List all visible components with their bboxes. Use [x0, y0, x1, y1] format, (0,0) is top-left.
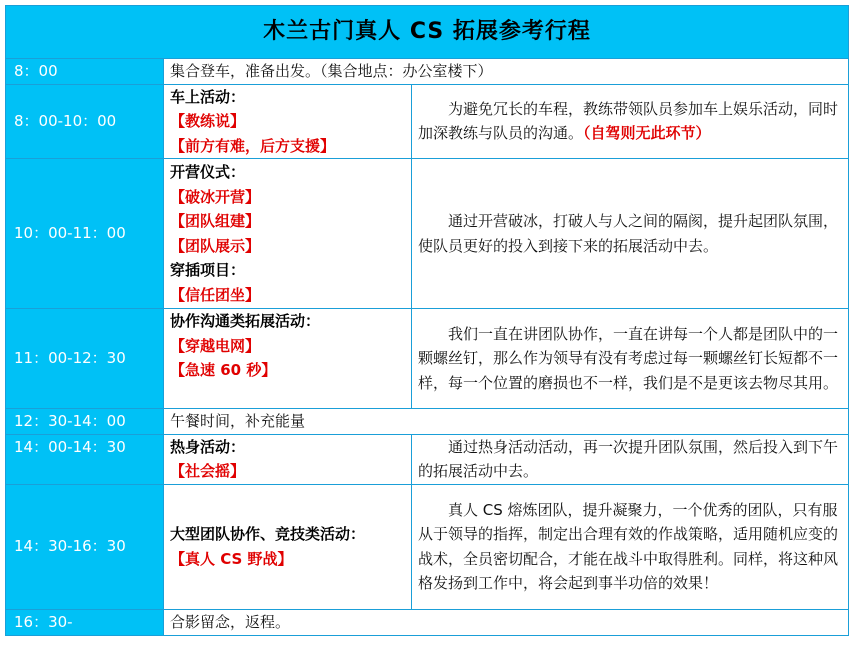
activity-heading: 开营仪式： — [170, 163, 246, 181]
table-row — [6, 434, 849, 484]
time-cell: 10：00-11：00 — [6, 159, 164, 309]
activity-cell — [164, 84, 412, 159]
activity-item: 【信任团坐】 — [170, 285, 261, 304]
activity-heading: 大型团队协作、竞技类活动： — [170, 525, 366, 543]
table-row — [6, 409, 849, 435]
description-text: 为避免冗长的车程，教练带领队员参加车上娱乐活动，同时加深教练与队员的沟通。 — [418, 99, 839, 143]
activity-text: 午餐时间，补充能量 — [164, 409, 849, 435]
title-row — [6, 6, 849, 59]
activity-text: 合影留念，返程。 — [164, 609, 849, 635]
activity-item: 【真人 CS 野战】 — [170, 549, 293, 568]
description-cell: 通过热身活动活动，再一次提升团队氛围，然后投入到下午的拓展活动中去。 — [412, 434, 849, 484]
description-cell: 真人 CS 熔炼团队，提升凝聚力，一个优秀的团队，只有服从于领导的指挥，制定出合理有效的作战策略，适用随机应变的战术，全员密切配合，才能在战斗中取得胜利。同样，将这种风格发扬到工作中，将会起到事半功倍的效果！ — [412, 484, 849, 609]
table-row — [6, 59, 849, 85]
time-cell: 16：30- — [6, 609, 164, 635]
table-row — [6, 484, 849, 609]
itinerary-table — [5, 5, 849, 636]
activity-item: 【教练说】 — [170, 112, 246, 130]
description-cell: 通过开营破冰，打破人与人之间的隔阂，提升起团队氛围，使队员更好的投入到接下来的拓展活动中去。 — [412, 159, 849, 309]
page-title: 木兰古门真人 CS 拓展参考行程 — [6, 6, 849, 59]
table-row — [6, 609, 849, 635]
time-cell: 12：30-14：00 — [6, 409, 164, 435]
activity-item: 【破冰开营】 — [170, 187, 261, 206]
activity-cell — [164, 309, 412, 409]
activity-item: 【急速 60 秒】 — [170, 361, 277, 379]
activity-item: 【穿越电网】 — [170, 336, 261, 355]
activity-cell — [164, 484, 412, 609]
activity-heading: 热身活动： — [170, 437, 246, 456]
activity-item: 【前方有难，后方支援】 — [170, 136, 336, 155]
time-cell: 8：00-10：00 — [6, 84, 164, 159]
table-row — [6, 84, 849, 159]
time-cell: 14：30-16：30 — [6, 484, 164, 609]
activity-item: 【团队组建】 — [170, 212, 261, 230]
table-row — [6, 309, 849, 409]
activity-item: 【社会摇】 — [170, 462, 246, 480]
time-cell: 14：00-14：30 — [6, 434, 164, 484]
activity-text: 集合登车，准备出发。（集合地点：办公室楼下） — [164, 59, 849, 85]
activity-heading: 协作沟通类拓展活动： — [170, 312, 321, 330]
description-cell: 我们一直在讲团队协作，一直在讲每一个人都是团队中的一颗螺丝钉，那么作为领导有没有考虑过每一颗螺丝钉长短都不一样，每一个位置的磨损也不一样，我们是不是更该去物尽其用。 — [412, 309, 849, 409]
activity-heading: 车上活动： — [170, 87, 246, 106]
table-row — [6, 159, 849, 309]
time-cell: 11：00-12：30 — [6, 309, 164, 409]
activity-heading: 穿插项目： — [170, 261, 246, 279]
activity-cell — [164, 159, 412, 309]
time-cell: 8：00 — [6, 59, 164, 85]
activity-cell — [164, 434, 412, 484]
description-note: （自驾则无此环节） — [583, 124, 711, 143]
activity-item: 【团队展示】 — [170, 236, 261, 255]
description-cell — [412, 84, 849, 159]
